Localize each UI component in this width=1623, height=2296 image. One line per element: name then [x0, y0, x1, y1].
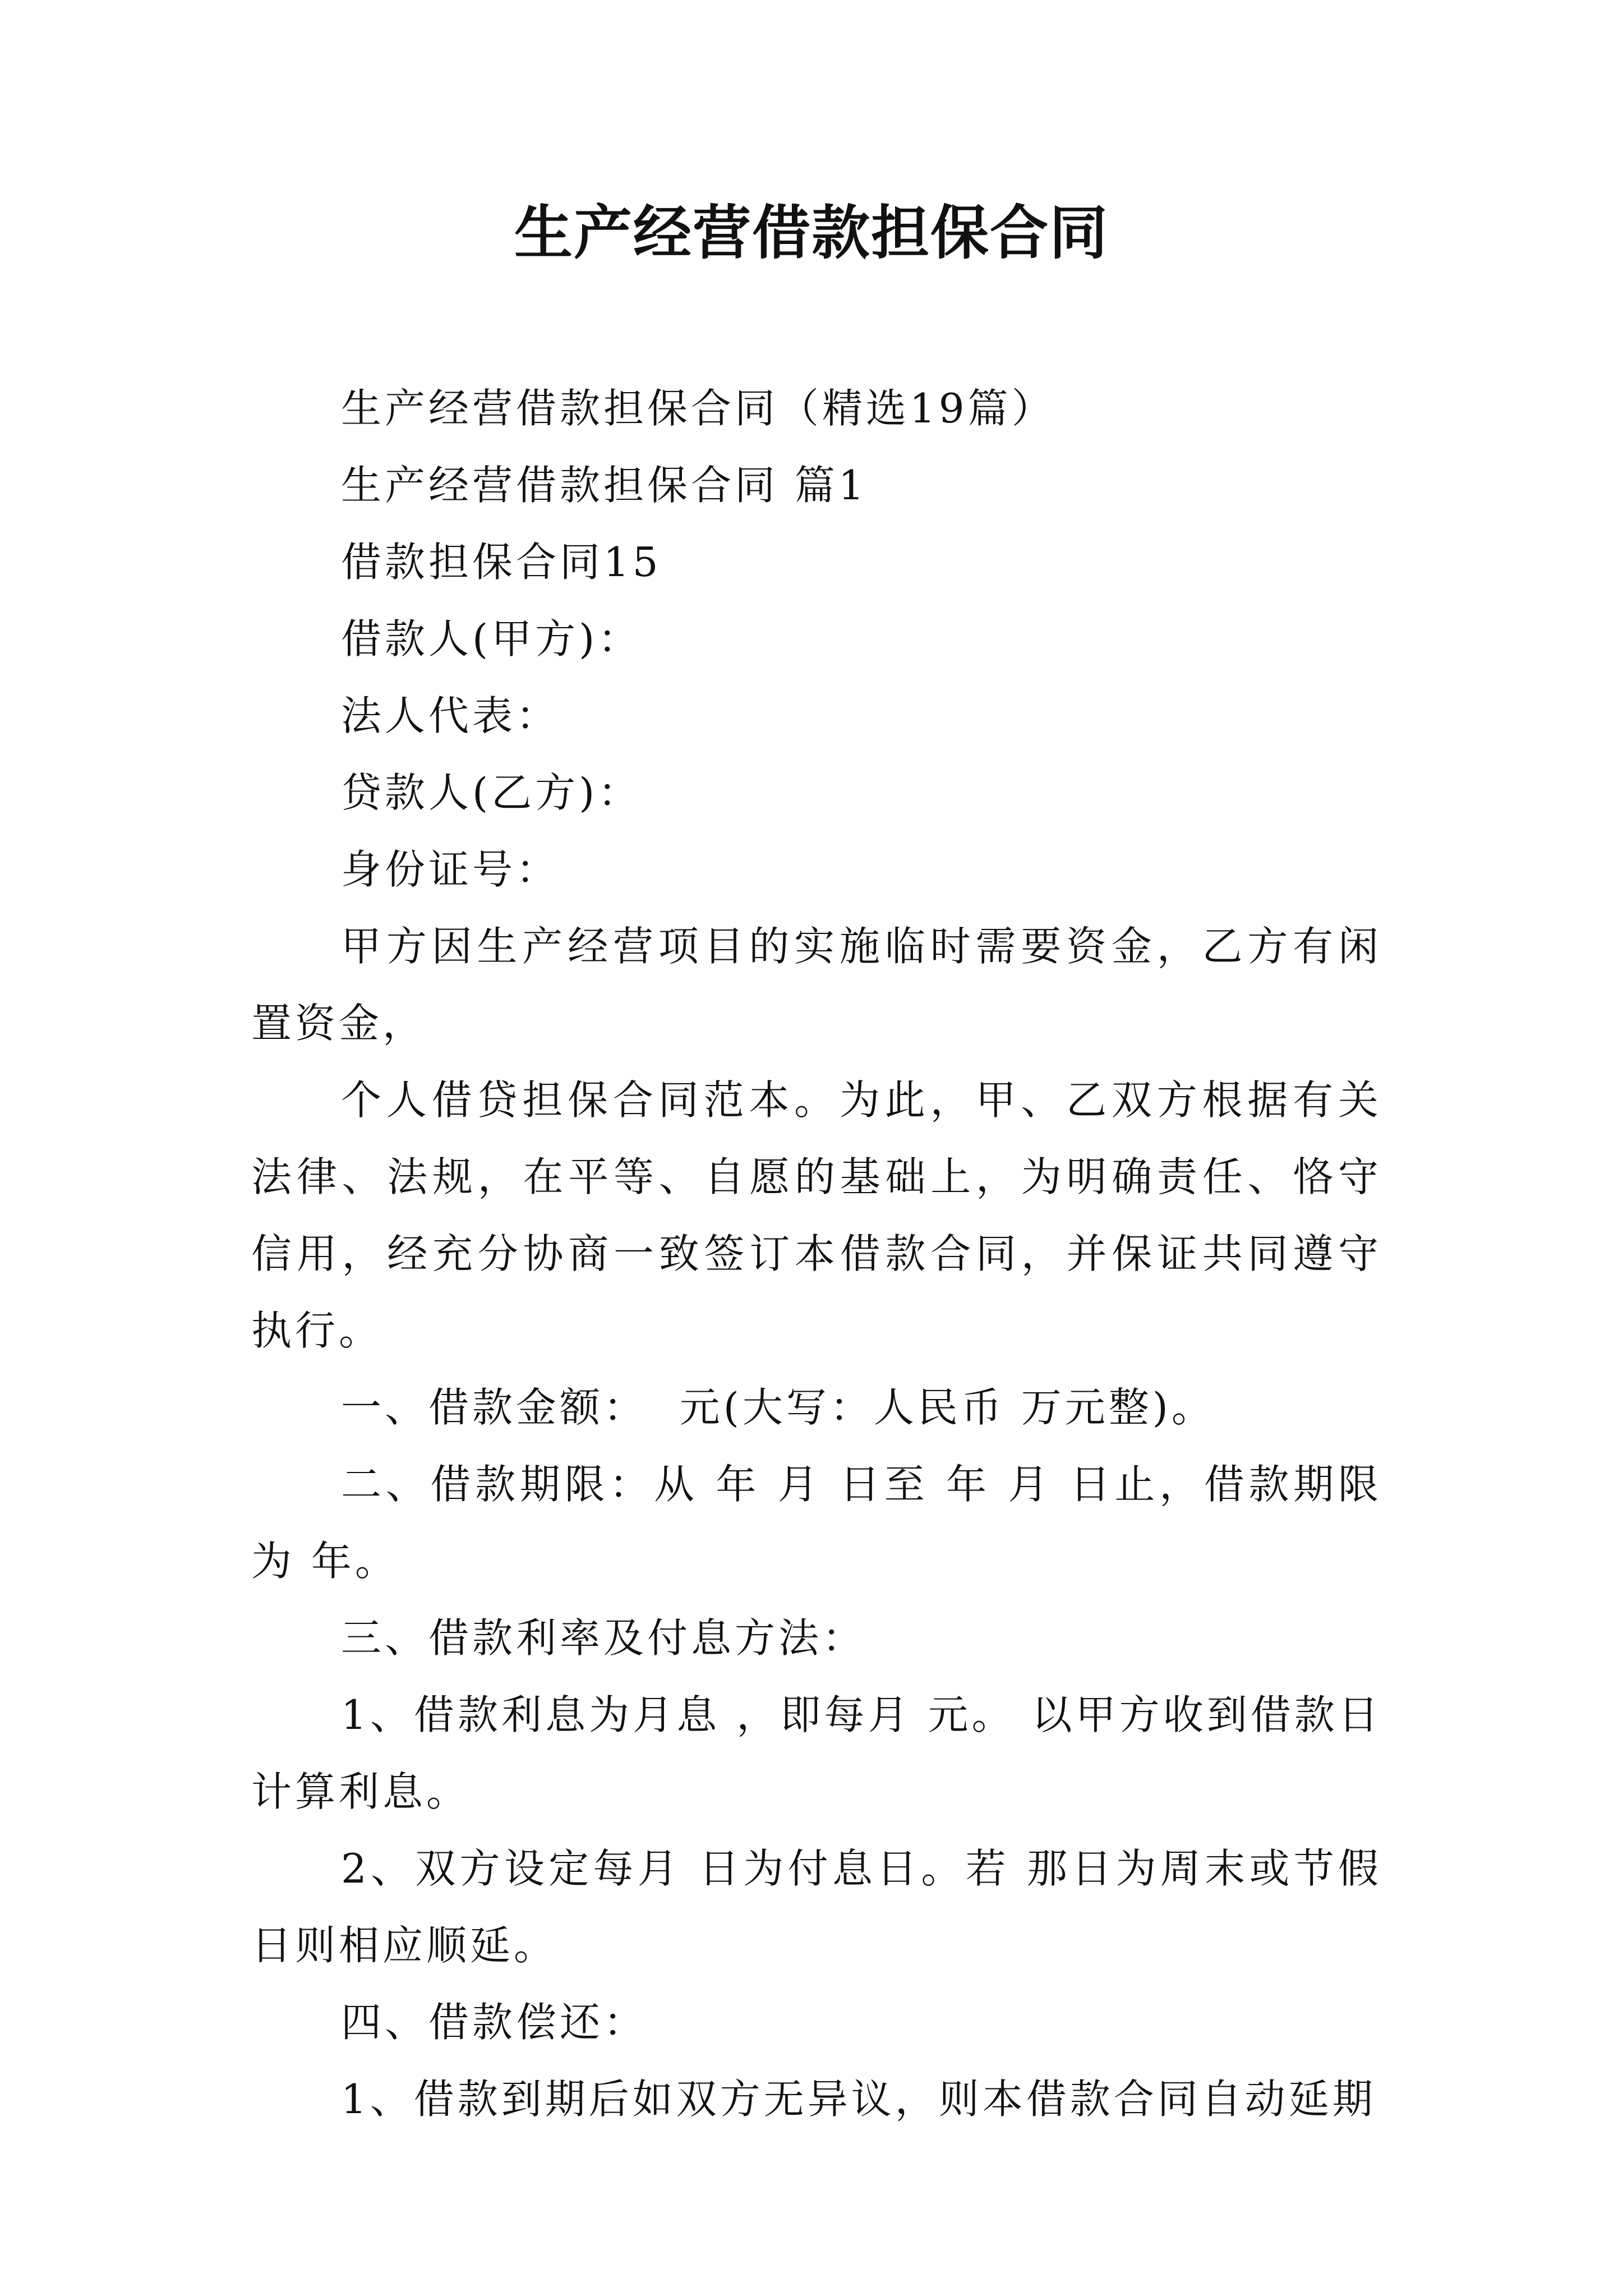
- paragraph-interest-heading: 三、借款利率及付息方法：: [341, 1614, 866, 1662]
- paragraph-loan-amount: 一、借款金额： 元(大写：人民币 万元整)。: [341, 1384, 1215, 1431]
- paragraph-lender: 贷款人(乙方)：: [341, 769, 642, 816]
- paragraph-repayment-1: 1、借款到期后如双方无异议，则本借款合同自动延期: [341, 2076, 1376, 2123]
- paragraph-contract-name: 借款担保合同15: [341, 539, 662, 586]
- paragraph-legal-representative: 法人代表：: [341, 692, 560, 739]
- paragraph-interest-2: 2、双方设定每月 日为付息日。若 那日为周末或节假日则相应顺延。: [251, 1845, 1382, 1969]
- paragraph-id-number: 身份证号：: [341, 846, 560, 893]
- paragraph-borrower: 借款人(甲方)：: [341, 615, 642, 662]
- paragraph-subtitle: 生产经营借款担保合同（精选19篇）: [341, 385, 1055, 432]
- paragraph-chapter-heading: 生产经营借款担保合同 篇1: [341, 462, 868, 509]
- document-title: 生产经营借款担保合同: [514, 199, 1109, 267]
- paragraph-loan-term: 二、借款期限：从 年 月 日至 年 月 日止，借款期限为 年。: [251, 1461, 1382, 1585]
- paragraph-purpose: 甲方因生产经营项目的实施临时需要资金，乙方有闲置资金，: [251, 923, 1382, 1047]
- document-body: [251, 370, 1382, 2138]
- paragraph-repayment-heading: 四、借款偿还：: [341, 1999, 648, 2046]
- paragraph-interest-1: 1、借款利息为月息 ，即每月 元。 以甲方收到借款日计算利息。: [251, 1691, 1382, 1815]
- paragraph-agreement: 个人借贷担保合同范本。为此，甲、乙双方根据有关法律、法规，在平等、自愿的基础上，为明确责任、恪守信用，经充分协商一致签订本借款合同，并保证共同遵守执行。: [251, 1076, 1382, 1354]
